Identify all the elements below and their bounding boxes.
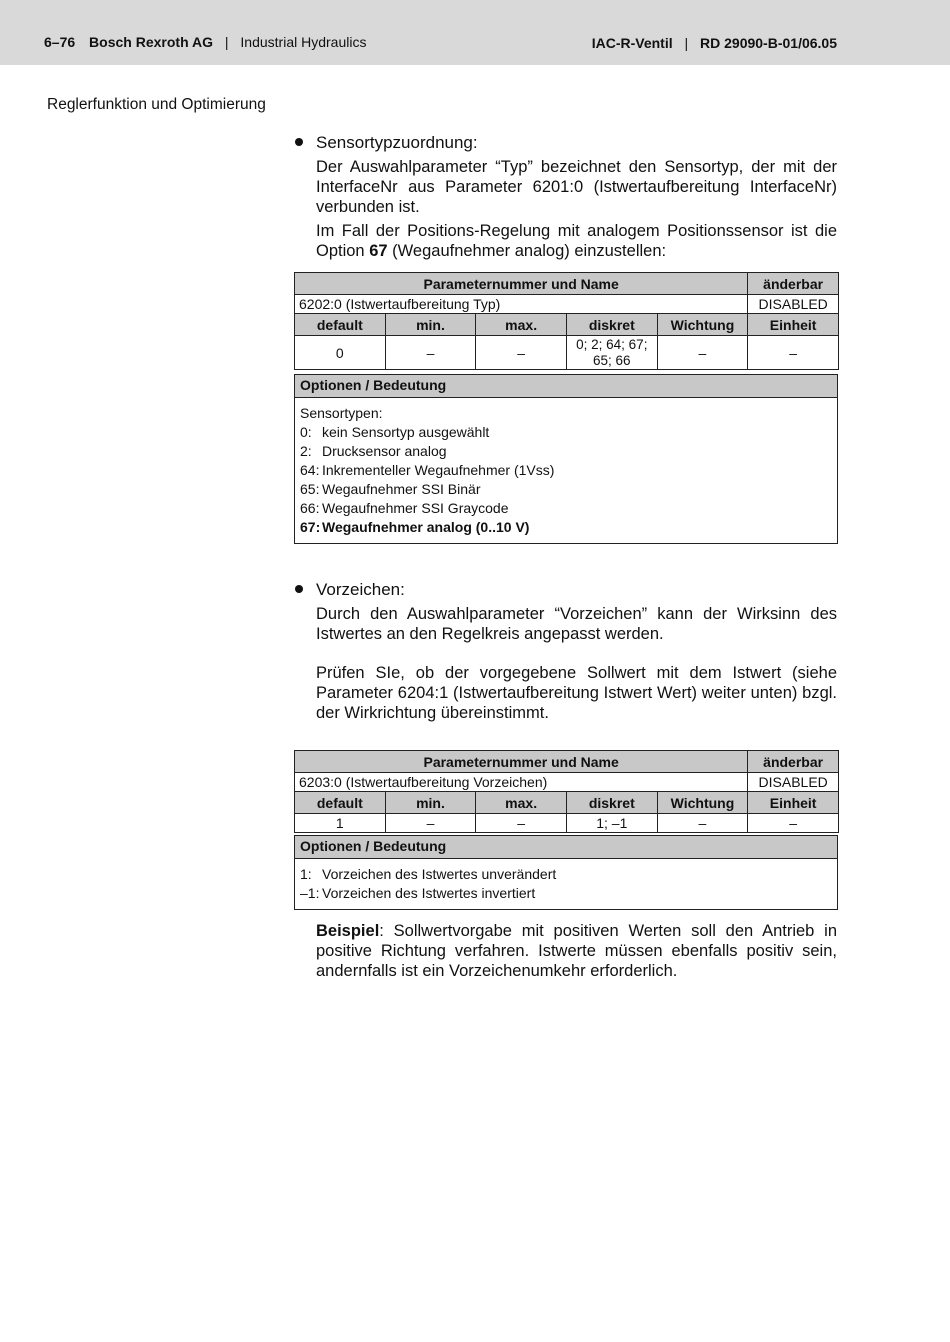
val-default: 1	[295, 814, 386, 833]
col-wichtung: Wichtung	[657, 314, 748, 336]
option-item	[300, 480, 832, 499]
header-param-name: Parameternummer und Name	[295, 273, 748, 295]
options-box-6203	[294, 835, 838, 910]
options-box-6202	[294, 374, 838, 544]
parameter-table-6203	[294, 750, 839, 833]
options-header: Optionen / Bedeutung	[295, 375, 837, 398]
option-text: Drucksensor analog	[322, 443, 447, 459]
col-min: min.	[385, 314, 476, 336]
val-max: –	[476, 336, 567, 370]
option-text: kein Sensortyp ausgewählt	[322, 424, 490, 440]
option-text: Wegaufnehmer SSI Binär	[322, 481, 481, 497]
options-header: Optionen / Bedeutung	[295, 836, 837, 859]
option-key: 66:	[300, 500, 320, 516]
sensor-paragraph-2-pre: Im Fall der Positions-Regelung mit analogem Positionssensor ist die Option	[316, 222, 837, 260]
val-min: –	[385, 814, 476, 833]
sensor-paragraph-2	[316, 221, 837, 261]
option-text: Vorzeichen des Istwertes invertiert	[322, 885, 536, 901]
option-key: –1:	[300, 885, 320, 901]
param-changeable: DISABLED	[748, 295, 839, 314]
col-max: max.	[476, 792, 567, 814]
val-wichtung: –	[657, 814, 748, 833]
header-changeable: änderbar	[748, 751, 839, 773]
sensor-paragraph-2-post: (Wegaufnehmer analog) einzustellen:	[387, 242, 667, 260]
example-label: Beispiel	[316, 922, 380, 940]
val-default: 0	[295, 336, 386, 370]
bullet-sign-label: Vorzeichen:	[316, 580, 405, 599]
sign-paragraph-1: Durch den Auswahlparameter “Vorzeichen” kann der Wirksinn des Istwertes an den Regelkreis angepasst werden.	[316, 605, 837, 643]
header-separator: |	[224, 34, 229, 50]
option-item	[300, 442, 832, 461]
option-item	[300, 461, 832, 480]
sensor-option-67: 67	[369, 242, 388, 260]
options-body	[295, 398, 837, 543]
example-paragraph	[316, 921, 837, 981]
option-item	[300, 499, 832, 518]
option-text: Wegaufnehmer SSI Graycode	[322, 500, 509, 516]
param-name: 6203:0 (Istwertaufbereitung Vorzeichen)	[295, 773, 748, 792]
division-name: Industrial Hydraulics	[240, 34, 367, 50]
col-einheit: Einheit	[748, 792, 839, 814]
header-changeable: änderbar	[748, 273, 839, 295]
page-number: 6–76	[44, 34, 76, 50]
option-item-selected	[300, 518, 832, 537]
options-body	[295, 859, 837, 909]
sensor-paragraph-1: Der Auswahlparameter “Typ” bezeichnet den Sensortyp, der mit der InterfaceNr aus Parameter 6201:0 (Istwertaufbereitung InterfaceNr) verbunden ist.	[316, 158, 837, 216]
page-header	[0, 0, 950, 65]
val-einheit: –	[748, 814, 839, 833]
val-diskret: 0; 2; 64; 67; 65; 66	[566, 336, 657, 370]
option-key: 64:	[300, 462, 320, 478]
col-max: max.	[476, 314, 567, 336]
val-max: –	[476, 814, 567, 833]
option-key: 65:	[300, 481, 320, 497]
option-item	[300, 865, 832, 884]
val-wichtung: –	[657, 336, 748, 370]
header-param-name: Parameternummer und Name	[295, 751, 748, 773]
option-text: Inkrementeller Wegaufnehmer (1Vss)	[322, 462, 555, 478]
option-key: 1:	[300, 866, 312, 882]
product-name: IAC-R-Ventil	[591, 35, 673, 51]
header-right	[592, 35, 837, 51]
val-diskret: 1; –1	[566, 814, 657, 833]
col-default: default	[295, 314, 386, 336]
option-key: 2:	[300, 443, 312, 459]
col-default: default	[295, 792, 386, 814]
val-einheit: –	[748, 336, 839, 370]
document-number: RD 29090-B-01/06.05	[700, 35, 837, 51]
val-min: –	[385, 336, 476, 370]
option-text: Vorzeichen des Istwertes unverändert	[322, 866, 557, 882]
col-wichtung: Wichtung	[657, 792, 748, 814]
col-min: min.	[385, 792, 476, 814]
company-name: Bosch Rexroth AG	[89, 34, 213, 50]
col-einheit: Einheit	[748, 314, 839, 336]
header-separator: |	[684, 35, 689, 51]
col-diskret: diskret	[566, 314, 657, 336]
option-key: 0:	[300, 424, 312, 440]
option-key: 67:	[300, 519, 321, 535]
option-item	[300, 423, 832, 442]
section-title: Reglerfunktion und Optimierung	[47, 96, 266, 113]
bullet-sensor-label: Sensortypzuordnung:	[316, 133, 478, 152]
options-intro: Sensortypen:	[300, 405, 383, 421]
option-item	[300, 884, 832, 903]
header-left	[44, 34, 366, 50]
col-diskret: diskret	[566, 792, 657, 814]
param-name: 6202:0 (Istwertaufbereitung Typ)	[295, 295, 748, 314]
parameter-table-6202	[294, 272, 839, 370]
sign-paragraph-2: Prüfen SIe, ob der vorgegebene Sollwert mit dem Istwert (siehe Parameter 6204:1 (Istwertaufbereitung Istwert Wert) weiter unten) bzgl. der Wirkrichtung übereinstimmt.	[316, 664, 837, 722]
param-changeable: DISABLED	[748, 773, 839, 792]
example-text: : Sollwertvorgabe mit positiven Werten soll den Antrieb in positive Richtung verfahren. Istwerte müssen ebenfalls positiv sein, andernfalls ist ein Vorzeichenumkehr erforderlich.	[316, 922, 837, 980]
option-text: Wegaufnehmer analog (0..10 V)	[322, 519, 530, 535]
